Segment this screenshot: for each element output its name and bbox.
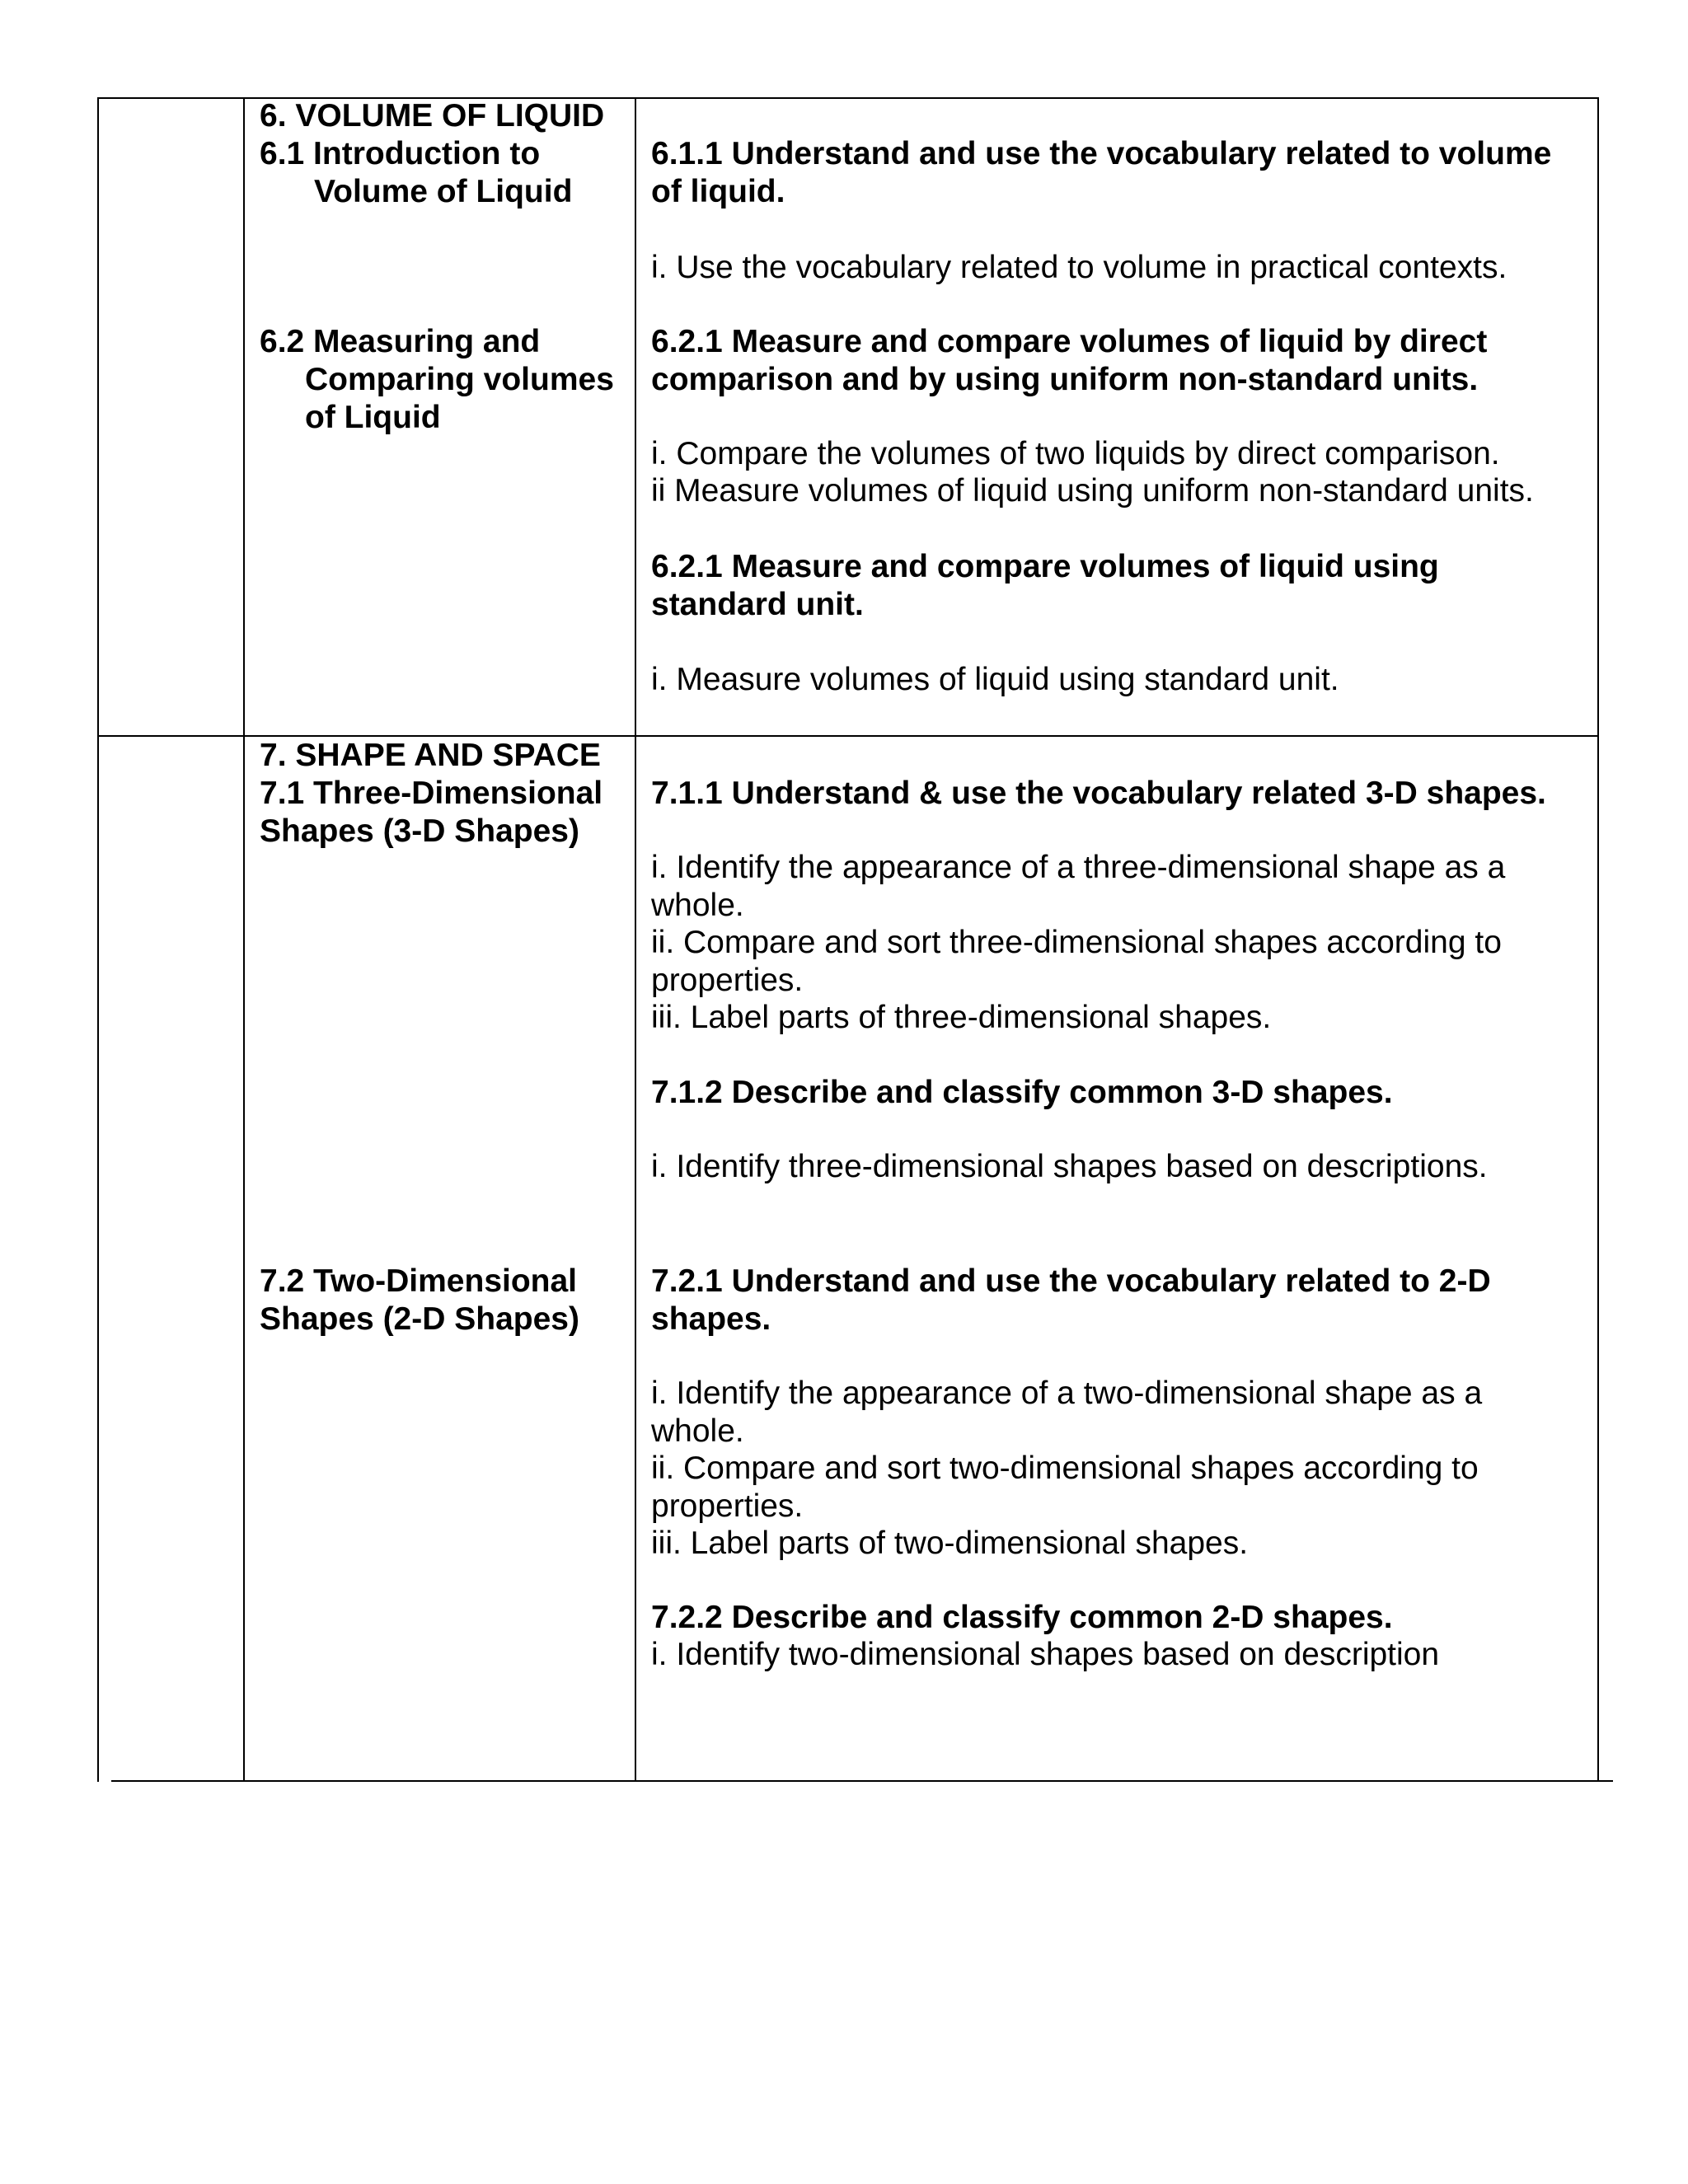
standard-title: 7.1.2 Describe and classify common 3-D shapes. (651, 1075, 1393, 1110)
table-border-right (1597, 97, 1599, 1782)
column-divider-2 (635, 97, 636, 1782)
subtopic-title: Volume of Liquid (314, 174, 573, 209)
subtopic-title: Shapes (3-D Shapes) (260, 813, 579, 849)
subtopic-title: 7.1 Three-Dimensional (260, 776, 603, 811)
standard-title: 7.2.1 Understand and use the vocabulary related to 2-D (651, 1263, 1491, 1299)
standard-title: 7.1.1 Understand & use the vocabulary related 3-D shapes. (651, 776, 1546, 811)
subtopic-title: 6.1 Introduction to (260, 136, 541, 171)
table-border-bottom (111, 1780, 1613, 1782)
learning-item: i. Identify the appearance of a two-dimensional shape as a (651, 1376, 1483, 1411)
subtopic-title: 6.2 Measuring and (260, 324, 541, 359)
learning-item: iii. Label parts of two-dimensional shapes. (651, 1526, 1249, 1561)
standard-title: 6.1.1 Understand and use the vocabulary related to volume (651, 136, 1552, 171)
column-divider-1 (243, 97, 245, 1782)
learning-item: i. Identify two-dimensional shapes based on description (651, 1637, 1440, 1672)
learning-item: i. Identify three-dimensional shapes based on descriptions. (651, 1149, 1488, 1184)
learning-item: i. Use the vocabulary related to volume in practical contexts. (651, 250, 1507, 285)
standard-title: 6.2.1 Measure and compare volumes of liquid by direct (651, 324, 1488, 359)
learning-item: i. Measure volumes of liquid using standard unit. (651, 662, 1339, 697)
subtopic-title: Shapes (2-D Shapes) (260, 1301, 579, 1337)
learning-item: ii. Compare and sort three-dimensional shapes according to (651, 925, 1502, 960)
topic-heading: 6. VOLUME OF LIQUID (260, 98, 605, 134)
learning-item: ii Measure volumes of liquid using uniform non-standard units. (651, 473, 1534, 509)
learning-item: i. Compare the volumes of two liquids by direct comparison. (651, 436, 1500, 471)
learning-item: ii. Compare and sort two-dimensional shapes according to (651, 1451, 1479, 1486)
standard-title: 7.2.2 Describe and classify common 2-D shapes. (651, 1600, 1393, 1635)
subtopic-title: of Liquid (305, 400, 441, 435)
standard-title: comparison and by using uniform non-standard units. (651, 362, 1479, 397)
learning-item: iii. Label parts of three-dimensional shapes. (651, 1000, 1272, 1035)
standard-title: standard unit. (651, 587, 864, 622)
standard-title: shapes. (651, 1301, 771, 1337)
learning-item: whole. (651, 1413, 744, 1449)
learning-item: properties. (651, 963, 804, 998)
learning-item: whole. (651, 888, 744, 923)
standard-title: 6.2.1 Measure and compare volumes of liquid using (651, 549, 1439, 584)
standard-title: of liquid. (651, 174, 785, 209)
subtopic-title: Comparing volumes (305, 362, 614, 397)
learning-item: properties. (651, 1488, 804, 1524)
topic-heading: 7. SHAPE AND SPACE (260, 738, 601, 773)
learning-item: i. Identify the appearance of a three-dimensional shape as a (651, 850, 1506, 885)
subtopic-title: 7.2 Two-Dimensional (260, 1263, 578, 1299)
table-border-left (97, 97, 99, 1782)
